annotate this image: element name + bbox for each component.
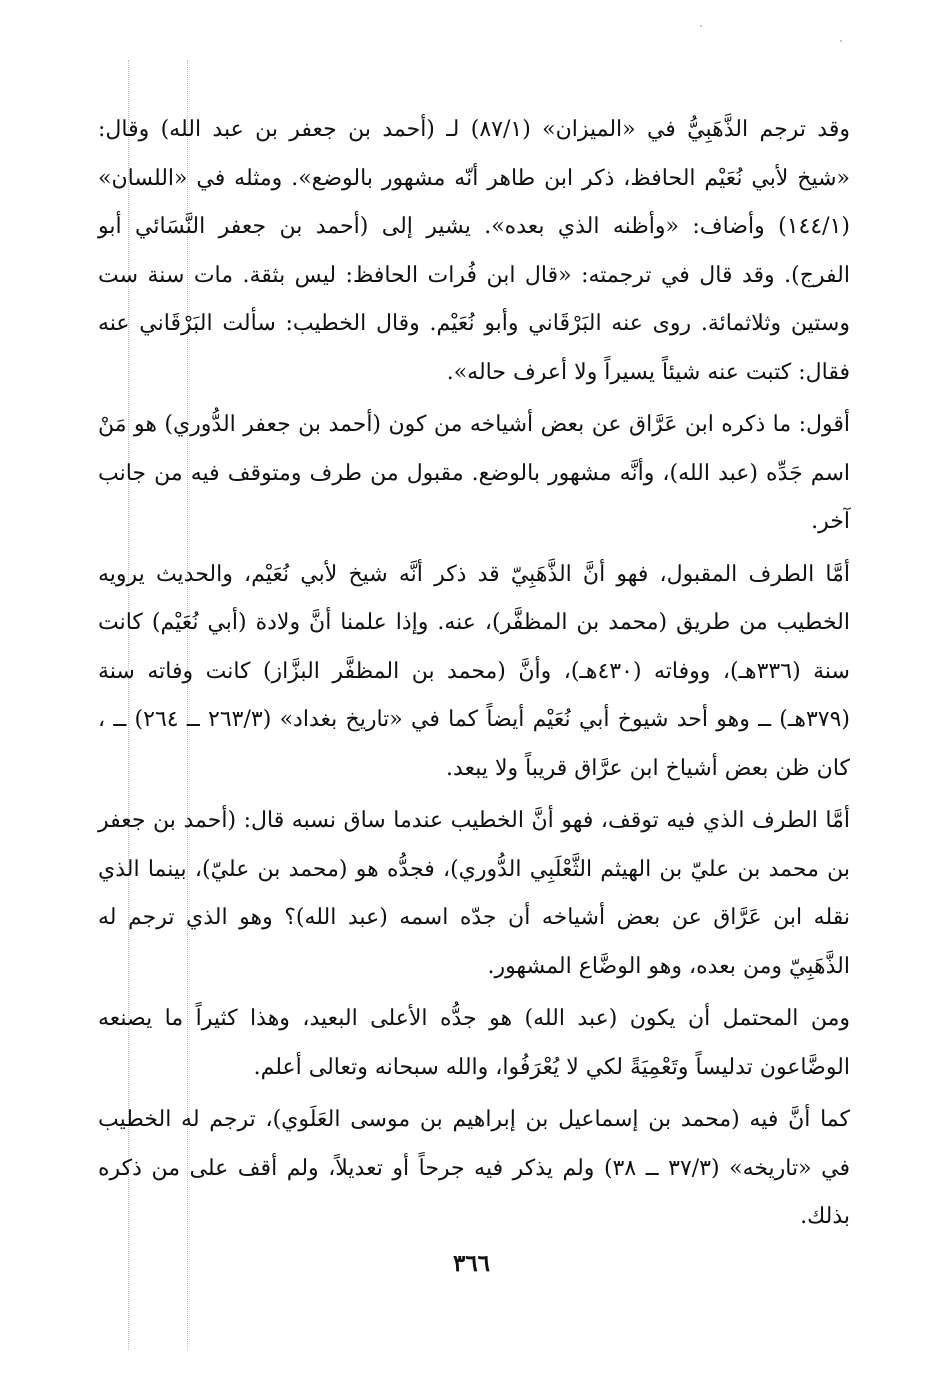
paragraph-3: أمَّا الطرف المقبول، فهو أنَّ الذَّهَبِيّ قد ذكر أنَّه شيخ لأبي نُعَيْم، والحديث يرويه الخطيب من طريق (محمد بن المظفَّر)، عنه. وإذا علمنا أنَّ ولادة (أبي نُعَيْم) كانت سنة (٣٣٦هـ)، ووفاته (٤٣٠هـ)، وأنَّ (محمد بن المظفَّر البزَّاز) كانت وفاته سنة (٣٧٩هـ) ــ وهو أحد شيوخ أبي نُعَيْم أيضاً كما في «تاريخ بغداد» (٢٦٣/٣ ــ ٢٦٤) ــ ، كان ظن بعض أشياخ ابن عرَّاق قريباً ولا يبعد. (98, 561, 850, 781)
scan-artifact-dot (840, 40, 842, 42)
body-text (98, 106, 850, 1242)
paragraph-4: أمَّا الطرف الذي فيه توقف، فهو أنَّ الخطيب عندما ساق نسبه قال: (أحمد بن جعفر بن محمد بن عليّ بن الهيثم الثَّعْلَبِي الدُّوري)، فجدُّه هو (محمد بن عليّ)، بينما الذي نقله ابن عَرَّاق عن بعض أشياخه أن جدّه اسمه (عبد الله)؟ وهو الذي ترجم له الذَّهَبِيّ ومن بعده، وهو الوضَّاع المشهور. (98, 808, 850, 979)
scan-artifact-dot (700, 25, 702, 27)
page-number: ٣٦٦ (452, 1250, 491, 1277)
paragraph-5: ومن المحتمل أن يكون (عبد الله) هو جدُّه الأعلى البعيد، وهذا كثيراً ما يصنعه الوضَّاعون تدليساً وتَعْمِيَةً لكي لا يُعْرَفُوا، والله سبحانه وتعالى أعلم. (98, 1006, 850, 1080)
paragraph-1: وقد ترجم الذَّهَبِيُّ في «الميزان» (٨٧/١) لـ (أحمد بن جعفر بن عبد الله) وقال: «شيخ لأبي نُعَيْم الحافظ، ذكر ابن طاهر أنّه مشهور بالوضع». ومثله في «اللسان» (١٤٤/١) وأضاف: «وأظنه الذي بعده». يشير إلى (أحمد بن جعفر النَّسَائي أبو الفرج). وقد قال في ترجمته: «قال ابن فُرات الحافظ: ليس بثقة. مات سنة ست وستين وثلاثمائة. روى عنه البَرْقَاني وأبو نُعَيْم. وقال الخطيب: سألت البَرْقَاني عنه فقال: كتبت عنه شيئاً يسيراً ولا أعرف حاله». (98, 117, 850, 385)
paragraph-2: أقول: ما ذكره ابن عَرَّاق عن بعض أشياخه من كون (أحمد بن جعفر الدُّوري) هو مَنْ اسم جَدِّه (عبد الله)، وأنَّه مشهور بالوضع. مقبول من طرف ومتوقف فيه من جانب آخر. (98, 412, 850, 534)
paragraph-6: كما أنَّ فيه (محمد بن إسماعيل بن إبراهيم بن موسى العَلَوي)، ترجم له الخطيب في «تاريخه» (٣٧/٣ ــ ٣٨) ولم يذكر فيه جرحاً أو تعديلاً، ولم أقف على من ذكره بذلك. (98, 1107, 850, 1229)
